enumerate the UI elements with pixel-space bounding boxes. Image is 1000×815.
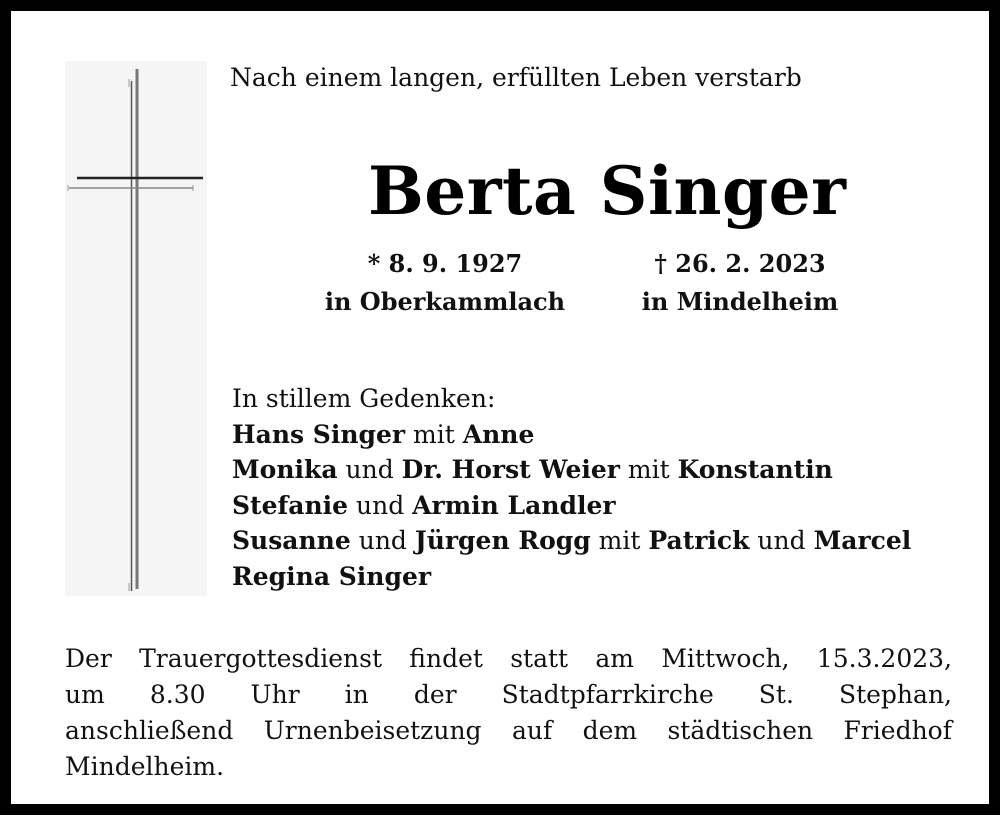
mourner-connector: und (337, 455, 402, 485)
mourner-connector: mit (590, 526, 649, 556)
cross-panel (65, 61, 207, 596)
mourner-line (232, 417, 911, 453)
mourner-connector: mit (405, 419, 463, 449)
mourner-line (232, 523, 911, 559)
mourners-heading: In stillem Gedenken: (232, 384, 496, 413)
birth-date: * 8. 9. 1927 (367, 249, 523, 278)
death-date: † 26. 2. 2023 (654, 249, 826, 278)
service-line: um 8.30 Uhr in der Stadtpfarrkirche St. Stephan, (65, 680, 952, 709)
mourner-line (232, 559, 911, 595)
intro-text: Nach einem langen, erfüllten Leben verstarb (230, 63, 802, 92)
mourner-name: Regina Singer (232, 561, 432, 591)
mourner-name: Hans Singer (232, 419, 406, 449)
mourner-line (232, 452, 911, 488)
service-line: Der Trauergottesdienst findet statt am Mittwoch, 15.3.2023, (65, 644, 952, 673)
mourner-line (232, 488, 911, 524)
mourner-name: Marcel (813, 526, 912, 556)
birth-info (313, 245, 577, 321)
service-notice (65, 641, 952, 785)
deceased-name: Berta Singer (368, 152, 847, 230)
birth-place: in Oberkammlach (324, 287, 566, 316)
mourner-name: Stefanie (232, 490, 349, 520)
mourner-connector: mit (619, 455, 678, 485)
mourners-block (232, 381, 911, 595)
mourner-name: Dr. Horst Weier (401, 455, 620, 485)
death-info (633, 245, 847, 321)
mourners-list (232, 417, 911, 595)
mourner-name: Monika (232, 455, 338, 485)
mourner-connector: und (749, 526, 814, 556)
mourner-connector: und (350, 526, 415, 556)
service-line: Mindelheim. (65, 752, 225, 781)
mourner-name: Konstantin (677, 455, 833, 485)
mourner-name: Armin Landler (412, 490, 616, 520)
mourner-name: Anne (462, 419, 535, 449)
mourner-name: Patrick (648, 526, 750, 556)
mourner-connector: und (348, 490, 413, 520)
death-place: in Mindelheim (641, 287, 839, 316)
service-line: anschließend Urnenbeisetzung auf dem städtischen Friedhof (65, 716, 952, 745)
cross-icon (65, 61, 207, 596)
mourner-name: Susanne (232, 526, 351, 556)
mourner-name: Jürgen Rogg (414, 526, 591, 556)
